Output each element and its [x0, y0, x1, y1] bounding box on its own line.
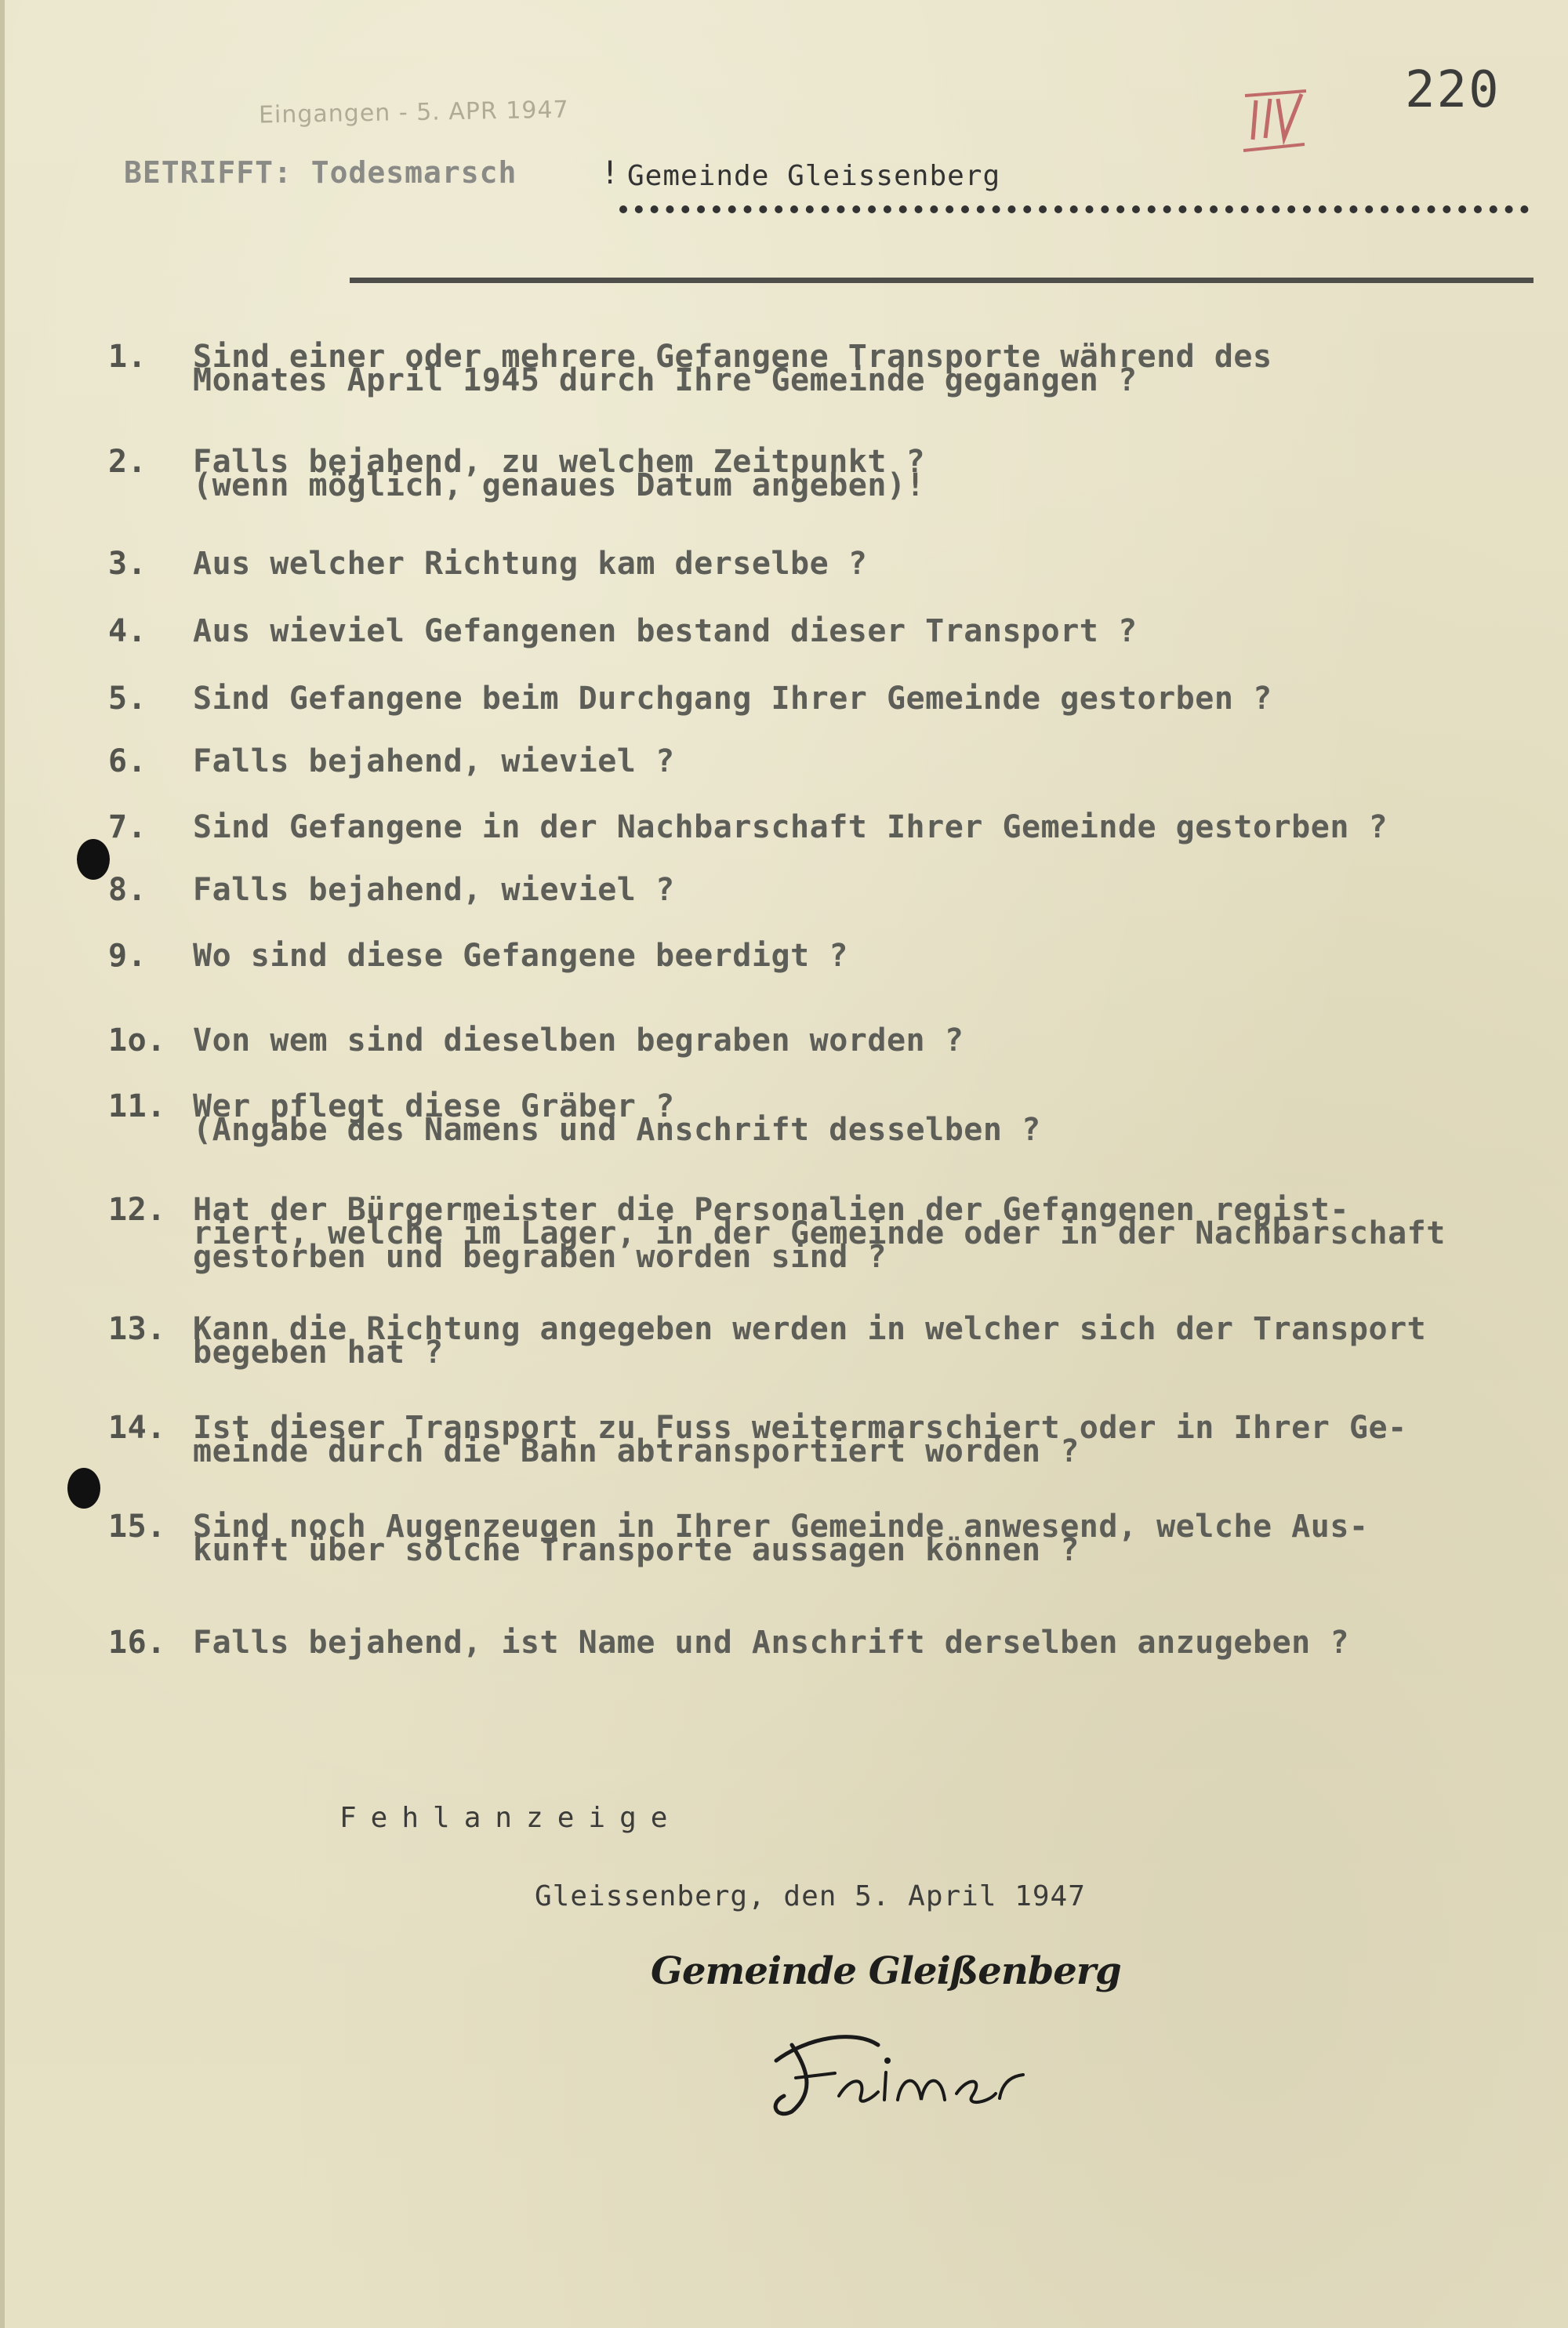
place-and-date: Gleissenberg, den 5. April 1947 — [535, 1880, 1086, 1912]
question-text: Hat der Bürgermeister die Personalien der Gefangenen regist- riert, welche im Lager, in der Gemeinde oder in der Nachbarschaft gestorben und begraben worden sind ? — [193, 1192, 1446, 1275]
punch-hole — [67, 1468, 100, 1509]
question-text: Falls bejahend, wieviel ? — [193, 743, 675, 779]
dotted-leader — [619, 182, 1529, 213]
question-number: 12. — [108, 1192, 166, 1228]
question-number: 5. — [108, 681, 147, 717]
question-text: Aus wieviel Gefangenen bestand dieser Transport ? — [193, 613, 1138, 649]
municipality-title: Gemeinde Gleissenberg — [627, 160, 1001, 192]
question-number: 11. — [108, 1088, 166, 1124]
question-text: Sind Gefangene in der Nachbarschaft Ihrer Gemeinde gestorben ? — [193, 809, 1388, 845]
signature — [760, 2021, 1035, 2123]
question-text: Kann die Richtung angegeben werden in welcher sich der Transport begeben hat ? — [193, 1311, 1427, 1371]
question-number: 1. — [108, 339, 147, 375]
paper-edge — [0, 0, 5, 2328]
question-number: 16. — [108, 1625, 166, 1661]
answer-nil-return: Fehlanzeige — [339, 1802, 682, 1834]
question-number: 4. — [108, 613, 147, 649]
question-number: 8. — [108, 872, 147, 908]
question-text: Sind einer oder mehrere Gefangene Transporte während des Monates April 1945 durch Ihre Gemeinde gegangen ? — [193, 339, 1272, 398]
question-number: 13. — [108, 1311, 166, 1347]
question-number: 7. — [108, 809, 147, 845]
municipality-stamp: Gemeinde Gleißenberg — [651, 1949, 1121, 1993]
question-text: Aus welcher Richtung kam derselbe ? — [193, 546, 868, 582]
horizontal-rule — [350, 278, 1534, 283]
subject-separator: ! — [601, 155, 620, 191]
question-number: 2. — [108, 444, 147, 480]
question-number: 9. — [108, 938, 147, 974]
question-text: Falls bejahend, ist Name und Anschrift derselben anzugeben ? — [193, 1625, 1349, 1661]
question-text: Sind Gefangene beim Durchgang Ihrer Gemeinde gestorben ? — [193, 681, 1272, 717]
question-text: Sind noch Augenzeugen in Ihrer Gemeinde anwesend, welche Aus- kunft über solche Transporte aussagen können ? — [193, 1509, 1369, 1568]
question-number: 14. — [108, 1410, 166, 1446]
question-number: 6. — [108, 743, 147, 779]
question-text: Wer pflegt diese Gräber ? (Angabe des Namens und Anschrift desselben ? — [193, 1088, 1041, 1148]
received-stamp: Eingangen - 5. APR 1947 — [258, 96, 569, 129]
question-number: 1o. — [108, 1022, 166, 1059]
subject-label: BETRIFFT: Todesmarsch — [124, 155, 517, 190]
question-text: Von wem sind dieselben begraben worden ? — [193, 1022, 964, 1059]
question-text: Falls bejahend, zu welchem Zeitpunkt ? (wenn möglich, genaues Datum angeben)! — [193, 444, 926, 503]
question-number: 15. — [108, 1509, 166, 1545]
punch-hole — [77, 839, 110, 880]
question-text: Ist dieser Transport zu Fuss weitermarschiert oder in Ihrer Ge- meinde durch die Bahn abtransportiert worden ? — [193, 1410, 1407, 1469]
question-text: Falls bejahend, wieviel ? — [193, 872, 675, 908]
page-number: 220 — [1405, 61, 1501, 119]
roman-numeral-mark — [1239, 85, 1309, 155]
question-text: Wo sind diese Gefangene beerdigt ? — [193, 938, 848, 974]
question-number: 3. — [108, 546, 147, 582]
